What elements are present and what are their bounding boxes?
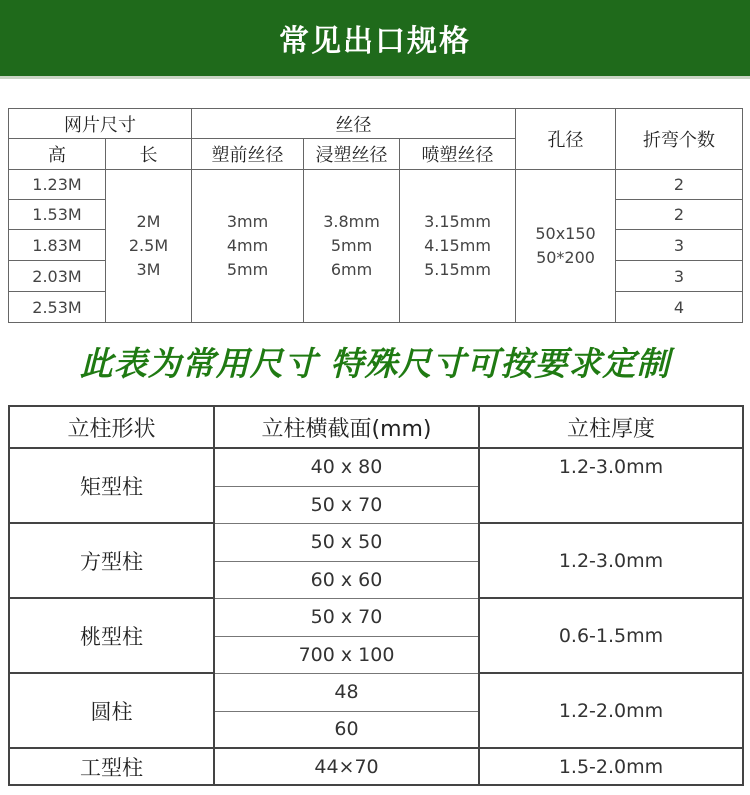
mesh-spec-table	[8, 108, 743, 323]
bend-cell: 4	[616, 292, 743, 323]
post-section-cell: 48	[214, 673, 479, 711]
bend-cell: 3	[616, 230, 743, 261]
header-post-shape: 立柱形状	[9, 406, 214, 448]
bend-cell: 3	[616, 261, 743, 292]
height-cell: 1.53M	[9, 200, 106, 230]
header-pre-coat-wire: 塑前丝径	[192, 139, 304, 170]
header-bend-count: 折弯个数	[616, 109, 743, 170]
header-height: 高	[9, 139, 106, 170]
height-cell: 1.23M	[9, 170, 106, 200]
post-thickness-cell: 1.5-2.0mm	[479, 748, 743, 785]
dip-coat-value: 3.8mm	[323, 212, 380, 231]
header-wire-diameter: 丝径	[192, 109, 516, 139]
dip-coat-value: 6mm	[330, 260, 373, 279]
pre-coat-values	[192, 170, 304, 323]
post-section-cell: 60 x 60	[214, 561, 479, 598]
height-cell: 1.83M	[9, 230, 106, 261]
bend-cell: 2	[616, 170, 743, 200]
post-thickness-cell: 1.2-2.0mm	[479, 673, 743, 748]
bend-cell: 2	[616, 200, 743, 230]
aperture-value: 50*200	[536, 248, 595, 267]
post-thickness-cell: 0.6-1.5mm	[479, 598, 743, 673]
length-value: 3M	[136, 260, 161, 279]
post-section-cell: 50 x 70	[214, 486, 479, 523]
pre-coat-value: 3mm	[226, 212, 269, 231]
length-value: 2.5M	[128, 236, 169, 255]
aperture-value: 50x150	[535, 224, 596, 243]
header-aperture: 孔径	[516, 109, 616, 170]
spray-coat-value: 5.15mm	[424, 260, 491, 279]
spray-coat-value: 4.15mm	[424, 236, 491, 255]
length-value: 2M	[136, 212, 161, 231]
header-length: 长	[106, 139, 192, 170]
post-section-cell: 40 x 80	[214, 448, 479, 486]
title-banner	[0, 0, 750, 79]
post-section-cell: 700 x 100	[214, 636, 479, 673]
post-shape-cell: 桃型柱	[9, 598, 214, 673]
banner-title: 常见出口规格	[279, 24, 471, 59]
aperture-values	[516, 170, 616, 323]
post-section-cell: 44×70	[214, 748, 479, 785]
spray-coat-values	[400, 170, 516, 323]
dip-coat-values	[304, 170, 400, 323]
header-post-section: 立柱横截面(mm)	[214, 406, 479, 448]
post-section-cell: 50 x 50	[214, 523, 479, 561]
spray-coat-value: 3.15mm	[424, 212, 491, 231]
pre-coat-value: 4mm	[226, 236, 269, 255]
length-values	[106, 170, 192, 323]
post-thickness-cell: 1.2-3.0mm	[479, 523, 743, 598]
height-cell: 2.53M	[9, 292, 106, 323]
post-shape-cell: 方型柱	[9, 523, 214, 598]
post-section-cell: 50 x 70	[214, 598, 479, 636]
custom-size-notice: 此表为常用尺寸 特殊尺寸可按要求定制	[79, 344, 671, 383]
post-shape-cell: 工型柱	[9, 748, 214, 785]
height-cell: 2.03M	[9, 261, 106, 292]
post-spec-table	[8, 405, 744, 786]
header-post-thickness: 立柱厚度	[479, 406, 743, 448]
post-thickness-cell: 1.2-3.0mm	[479, 448, 743, 523]
post-section-cell: 60	[214, 711, 479, 748]
dip-coat-value: 5mm	[330, 236, 373, 255]
post-shape-cell: 圆柱	[9, 673, 214, 748]
post-shape-cell: 矩型柱	[9, 448, 214, 523]
header-dip-coat-wire: 浸塑丝径	[304, 139, 400, 170]
header-spray-coat-wire: 喷塑丝径	[400, 139, 516, 170]
header-panel-size: 网片尺寸	[9, 109, 192, 139]
pre-coat-value: 5mm	[226, 260, 269, 279]
